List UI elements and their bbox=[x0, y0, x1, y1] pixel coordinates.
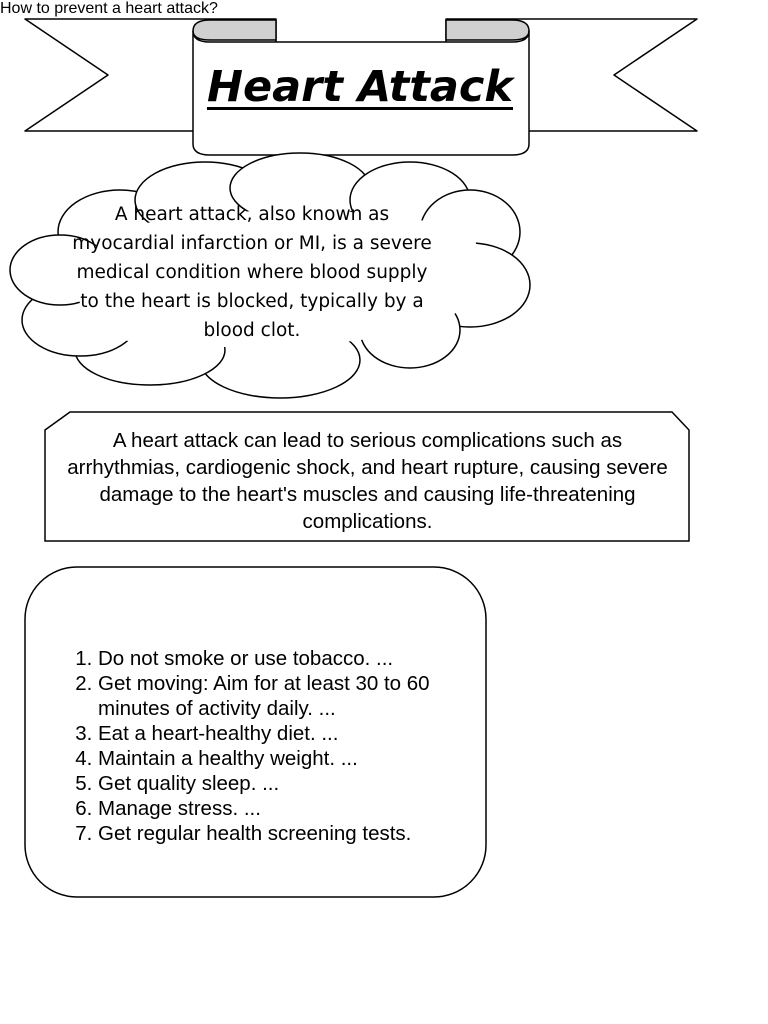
complications-text: A heart attack can lead to serious complications such as arrhythmias, cardiogenic shock, and heart rupture, causing severe damage to the heart's muscles and causing life-threatening complications. bbox=[67, 429, 668, 533]
prevention-item-7: 7. Get regular health screening tests. bbox=[98, 821, 498, 846]
prevention-item-6: 6. Manage stress. ... bbox=[98, 796, 498, 821]
prevention-item-2: 2. Get moving: Aim for at least 30 to 60 minutes of activity daily. ... bbox=[98, 671, 498, 721]
definition-text: A heart attack, also known as myocardial infarction or MI, is a severe medical condition where blood supply to the heart is blocked, typically by a blood clot. bbox=[72, 204, 432, 341]
prevention-item-3: 3. Eat a heart-healthy diet. ... bbox=[98, 721, 498, 746]
page-title: Heart Attack bbox=[206, 62, 514, 112]
prevention-item-5: 5. Get quality sleep. ... bbox=[98, 771, 498, 796]
prevention-item-1: 1. Do not smoke or use tobacco. ... bbox=[98, 646, 498, 671]
prevention-list bbox=[72, 646, 498, 846]
prevention-item-4: 4. Maintain a healthy weight. ... bbox=[98, 746, 498, 771]
prevention-heading: How to prevent a heart attack? bbox=[0, 0, 218, 17]
